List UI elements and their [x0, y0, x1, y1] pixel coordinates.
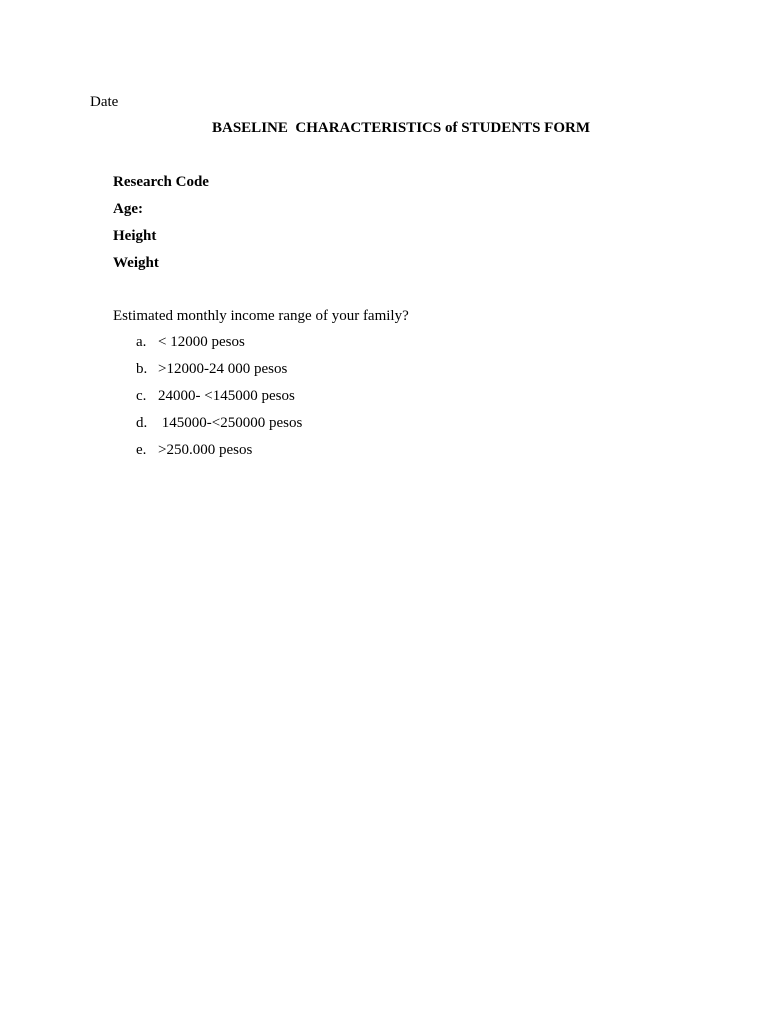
option-letter: c. [136, 388, 147, 404]
option-text: >12000-24 000 pesos [158, 361, 288, 377]
income-option-c [136, 387, 302, 414]
form-title: BASELINE CHARACTERISTICS of STUDENTS FORM [212, 120, 590, 136]
option-letter: a. [136, 334, 147, 350]
field-height: Height [113, 228, 157, 244]
option-text: < 12000 pesos [158, 334, 245, 350]
option-letter: b. [136, 361, 148, 377]
income-option-d [136, 414, 302, 441]
income-option-b [136, 360, 302, 387]
income-question: Estimated monthly income range of your family? [113, 308, 409, 324]
option-text: 145000-<250000 pesos [158, 415, 303, 431]
option-letter: d. [136, 415, 148, 431]
option-text: 24000- <145000 pesos [158, 388, 295, 404]
field-weight: Weight [113, 255, 159, 271]
field-list [113, 173, 209, 281]
income-option-e [136, 441, 302, 468]
income-options-list [136, 333, 302, 468]
field-research-code: Research Code [113, 174, 209, 190]
option-text: >250.000 pesos [158, 442, 253, 458]
option-letter: e. [136, 442, 147, 458]
income-option-a [136, 333, 302, 360]
date-label: Date [90, 94, 119, 110]
field-age: Age: [113, 201, 143, 217]
